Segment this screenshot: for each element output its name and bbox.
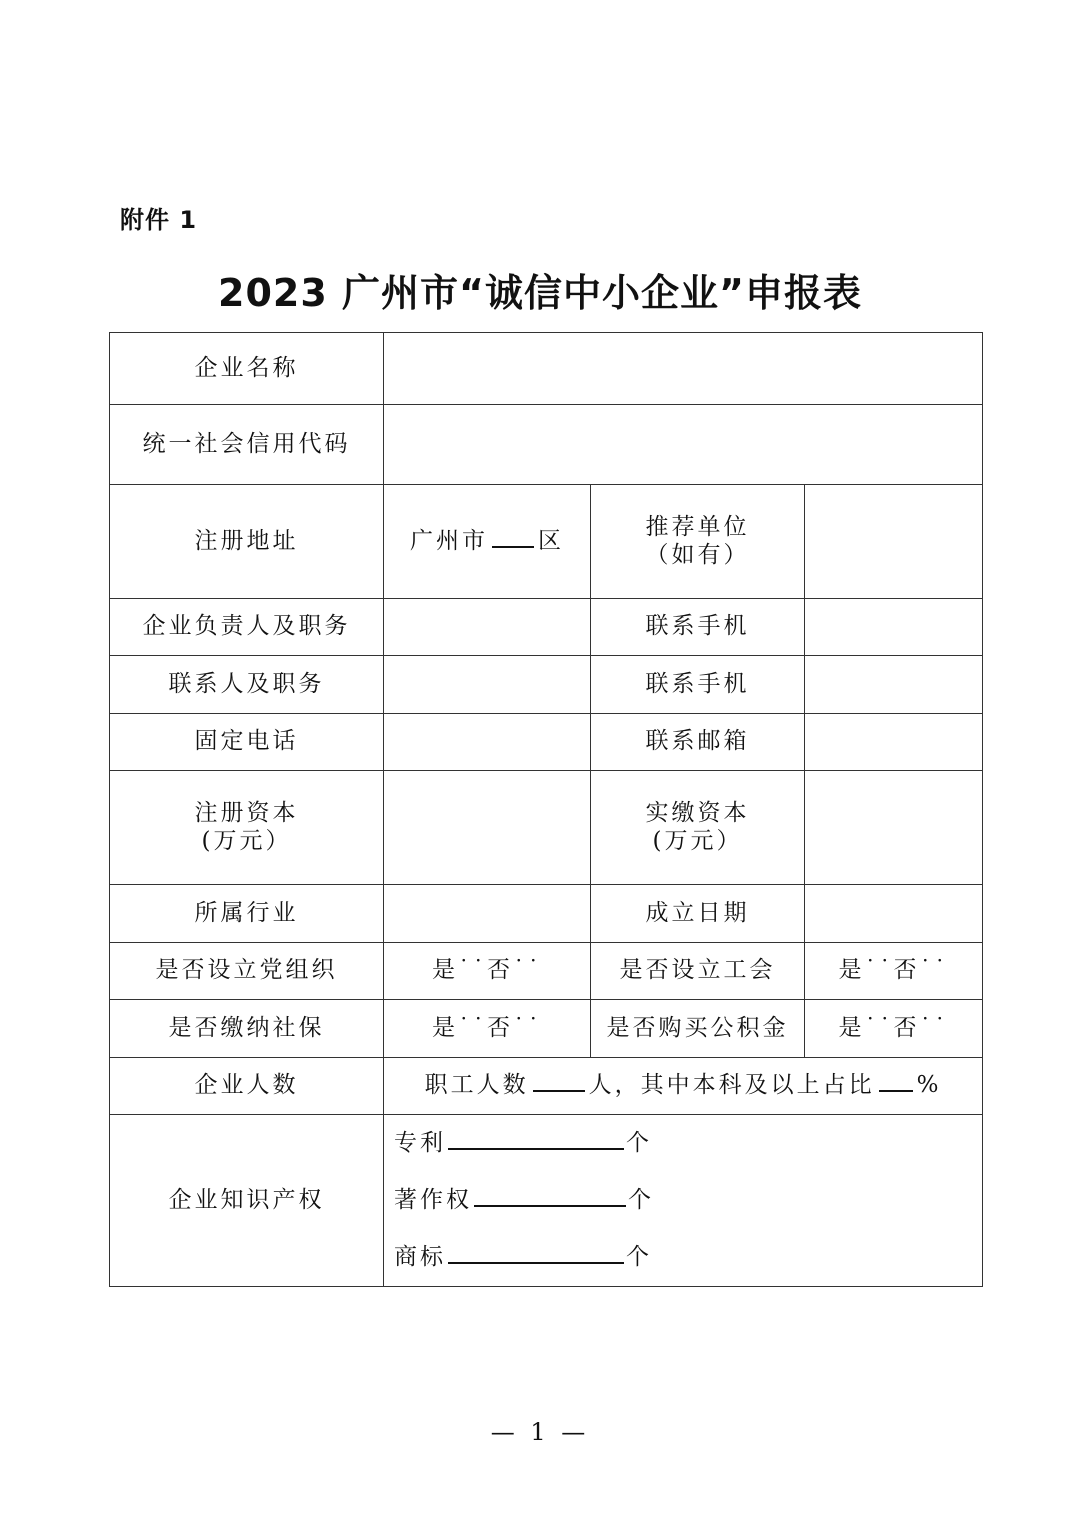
- headcount-text-3: %: [916, 1072, 942, 1099]
- party-org-label: 是否设立党组织: [110, 943, 384, 1000]
- housing-fund-options[interactable]: 是˙˙否˙˙: [805, 1000, 983, 1058]
- reg-capital-label: [110, 771, 384, 885]
- reg-capital-label-line1: 注册资本: [194, 799, 299, 826]
- row-contact: [110, 656, 983, 714]
- legal-rep-mobile-field[interactable]: [805, 599, 983, 656]
- page-number: — 1 —: [490, 1418, 590, 1446]
- headcount-field: [384, 1058, 983, 1115]
- trademark-unit: 个: [626, 1244, 652, 1270]
- company-name-label: 企业名称: [110, 333, 384, 405]
- row-ip: [110, 1115, 983, 1287]
- application-form-table: [109, 332, 983, 1287]
- social-security-label: 是否缴纳社保: [110, 1000, 384, 1058]
- legal-rep-label: 企业负责人及职务: [110, 599, 384, 656]
- contact-field[interactable]: [384, 656, 591, 714]
- reg-capital-field[interactable]: [384, 771, 591, 885]
- industry-field[interactable]: [384, 885, 591, 943]
- contact-mobile-field[interactable]: [805, 656, 983, 714]
- row-company-name: [110, 333, 983, 405]
- copyright-blank[interactable]: [474, 1204, 626, 1207]
- copyright-unit: 个: [628, 1187, 654, 1213]
- copyright-line: [394, 1172, 982, 1229]
- headcount-text-2: 人，其中本科及以上占比: [588, 1072, 875, 1099]
- contact-mobile-label: 联系手机: [591, 656, 805, 714]
- housing-fund-label: 是否购买公积金: [591, 1000, 805, 1058]
- employee-count-blank[interactable]: [533, 1089, 585, 1092]
- row-legal-rep: [110, 599, 983, 656]
- headcount-text-1: 职工人数: [424, 1072, 529, 1099]
- row-headcount: [110, 1058, 983, 1115]
- party-org-options[interactable]: 是˙˙否˙˙: [384, 943, 591, 1000]
- legal-rep-mobile-label: 联系手机: [591, 599, 805, 656]
- email-label: 联系邮箱: [591, 714, 805, 771]
- recommender-field[interactable]: [805, 485, 983, 599]
- union-options[interactable]: 是˙˙否˙˙: [805, 943, 983, 1000]
- patent-unit: 个: [626, 1130, 652, 1156]
- row-industry: [110, 885, 983, 943]
- paid-capital-field[interactable]: [805, 771, 983, 885]
- legal-rep-field[interactable]: [384, 599, 591, 656]
- trademark-label: 商标: [394, 1244, 446, 1270]
- company-name-field[interactable]: [384, 333, 983, 405]
- row-capital: [110, 771, 983, 885]
- row-landline: [110, 714, 983, 771]
- copyright-label: 著作权: [394, 1187, 472, 1213]
- address-suffix: 区: [538, 527, 564, 554]
- trademark-line: [394, 1229, 982, 1286]
- attachment-label: 附件 1: [120, 206, 198, 234]
- address-prefix: 广州市: [410, 527, 488, 554]
- credit-code-field[interactable]: [384, 405, 983, 485]
- page-title: 2023 广州市“诚信中小企业”申报表: [218, 271, 862, 315]
- row-social-housing: [110, 1000, 983, 1058]
- address-label: 注册地址: [110, 485, 384, 599]
- email-field[interactable]: [805, 714, 983, 771]
- district-blank[interactable]: [492, 545, 534, 548]
- credit-code-label: 统一社会信用代码: [110, 405, 384, 485]
- row-address: [110, 485, 983, 599]
- address-field[interactable]: [384, 485, 591, 599]
- trademark-blank[interactable]: [448, 1261, 624, 1264]
- social-security-options[interactable]: 是˙˙否˙˙: [384, 1000, 591, 1058]
- paid-capital-label: [591, 771, 805, 885]
- ip-field: [384, 1115, 983, 1287]
- paid-capital-label-line1: 实缴资本: [645, 799, 750, 826]
- recommender-label-line1: 推荐单位: [645, 513, 750, 540]
- row-credit-code: [110, 405, 983, 485]
- ip-label: 企业知识产权: [110, 1115, 384, 1287]
- recommender-label-line2: （如有）: [645, 541, 750, 568]
- landline-label: 固定电话: [110, 714, 384, 771]
- recommender-label: [591, 485, 805, 599]
- headcount-label: 企业人数: [110, 1058, 384, 1115]
- paid-capital-label-line2: (万元）: [652, 827, 743, 854]
- found-date-field[interactable]: [805, 885, 983, 943]
- found-date-label: 成立日期: [591, 885, 805, 943]
- landline-field[interactable]: [384, 714, 591, 771]
- patent-blank[interactable]: [448, 1147, 624, 1150]
- degree-ratio-blank[interactable]: [879, 1089, 913, 1092]
- patent-label: 专利: [394, 1130, 446, 1156]
- contact-label: 联系人及职务: [110, 656, 384, 714]
- industry-label: 所属行业: [110, 885, 384, 943]
- union-label: 是否设立工会: [591, 943, 805, 1000]
- reg-capital-label-line2: (万元）: [201, 827, 292, 854]
- patent-line: [394, 1115, 982, 1172]
- row-party-union: [110, 943, 983, 1000]
